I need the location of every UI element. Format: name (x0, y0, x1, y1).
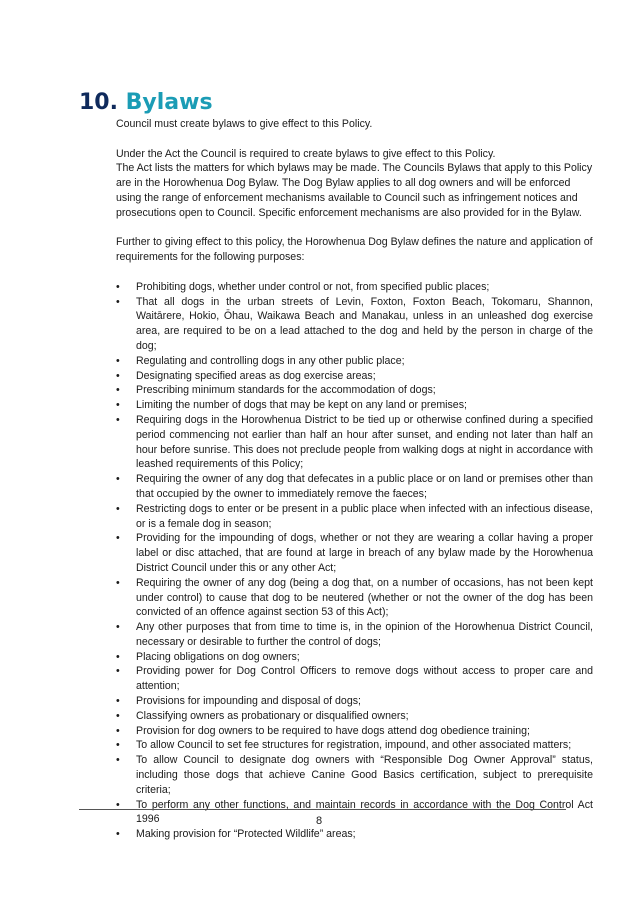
list-item-text: To allow Council to set fee structures for registration, impound, and other associated matters; (136, 739, 572, 752)
list-item (116, 650, 593, 665)
bullet-icon: • (116, 473, 120, 486)
bullet-icon: • (116, 798, 120, 811)
bullet-icon: • (116, 399, 120, 412)
bullet-icon: • (116, 754, 120, 767)
list-item (116, 383, 593, 398)
list-item-text: Classifying owners as probationary or disqualified owners; (136, 709, 409, 722)
section-number: 10. (79, 90, 118, 115)
bullet-icon: • (116, 621, 120, 634)
list-item-text: Prescribing minimum standards for the accommodation of dogs; (136, 384, 436, 397)
bullet-icon: • (116, 502, 120, 515)
purposes-intro-paragraph: Further to giving effect to this policy, the Horowhenua Dog Bylaw defines the nature and application of requirements for the following purposes: (116, 236, 593, 264)
list-item-text: Providing power for Dog Control Officers to remove dogs without access to proper care and attention; (136, 665, 593, 693)
bullet-icon: • (116, 354, 120, 367)
purposes-list (116, 280, 593, 842)
list-item (116, 620, 593, 650)
bullet-icon: • (116, 384, 120, 397)
intro-paragraph: Council must create bylaws to give effect to this Policy. (116, 118, 373, 130)
bullet-icon: • (116, 665, 120, 678)
list-item-text: Limiting the number of dogs that may be kept on any land or premises; (136, 399, 467, 412)
list-item (116, 413, 593, 472)
list-item-text: Regulating and controlling dogs in any other public place; (136, 354, 405, 367)
list-item (116, 472, 593, 502)
bullet-icon: • (116, 650, 120, 663)
list-item (116, 398, 593, 413)
list-item (116, 724, 593, 739)
list-item-text: Prohibiting dogs, whether under control or not, from specified public places; (136, 280, 490, 293)
list-item-text: Requiring dogs in the Horowhenua District to be tied up or otherwise confined during a specified period commencing not earlier than half an hour after sunset, and ending not later than half an hour before sunrise. This does not preclude people from walking dogs at night in accordance with leashed requirements of this Policy; (136, 413, 593, 471)
list-item-text: Provisions for impounding and disposal of dogs; (136, 695, 361, 708)
bullet-icon: • (116, 532, 120, 545)
list-item-text: Restricting dogs to enter or be present in a public place when infected with an infectious disease, or is a female dog in season; (136, 502, 593, 530)
bullet-icon: • (116, 295, 120, 308)
list-item (116, 709, 593, 724)
bullet-icon: • (116, 369, 120, 382)
list-item-text: To allow Council to designate dog owners with “Responsible Dog Owner Approval” status, including those dogs that achieve Canine Good Basics certification, subject to prerequisite criteria; (136, 754, 593, 796)
act-requirement-paragraph: Under the Act the Council is required to create bylaws to give effect to this Policy. (116, 147, 496, 160)
bullet-icon: • (116, 413, 120, 426)
list-item-text: Designating specified areas as dog exercise areas; (136, 369, 376, 382)
section-title: Bylaws (125, 90, 213, 115)
list-item-text: To perform any other functions, and maintain records in accordance with the Dog Control Act 1996 (136, 798, 593, 826)
bullet-icon: • (116, 828, 120, 841)
list-item (116, 502, 593, 532)
list-item-text: That all dogs in the urban streets of Levin, Foxton, Foxton Beach, Tokomaru, Shannon, Waitārere, Hokio, Ōhau, Waikawa Beach and Manakau, unless in an unleashed dog exercise area, are required to be on a lead attached to the dog and held by the person in charge of the dog; (136, 295, 593, 352)
footer-divider (79, 809, 566, 810)
list-item (116, 295, 593, 354)
bullet-icon: • (116, 280, 120, 293)
list-item-text: Requiring the owner of any dog that defecates in a public place or on land or premises other than that occupied by the owner to immediately remove the faeces; (136, 473, 593, 500)
list-item-text: Requiring the owner of any dog (being a dog that, on a number of occasions, has not been kept under control) to cause that dog to be neutered (whether or not the owner of the dog has been convicted of an offence against section 53 of this Act); (136, 576, 593, 619)
list-item (116, 664, 593, 694)
list-item-text: Making provision for “Protected Wildlife” areas; (136, 828, 356, 841)
section-heading (79, 88, 213, 118)
bullet-icon: • (116, 709, 120, 722)
list-item (116, 827, 593, 842)
list-item (116, 576, 593, 620)
list-item (116, 369, 593, 384)
list-item (116, 753, 593, 797)
bylaw-scope-paragraph: The Act lists the matters for which bylaws may be made. The Councils Bylaws that apply to this Policy are in the Horowhenua Dog Bylaw. The Dog Bylaw applies to all dog owners and will be enforced using the range of enforcement mechanisms available to Council such as infringement notices and prosecutions open to Council. Specific enforcement mechanisms are also provided for in the Bylaw. (116, 162, 593, 219)
section-body (116, 117, 593, 842)
list-item-text: Providing for the impounding of dogs, whether or not they are wearing a collar having a proper label or disc attached, that are found at large in breach of any bylaw made by the Horowhenua District Council under this or any other Act; (136, 532, 593, 574)
list-item-text: Any other purposes that from time to time is, in the opinion of the Horowhenua District Council, necessary or desirable to further the control of dogs; (136, 621, 593, 648)
page-number: 8 (315, 815, 323, 827)
list-item (116, 531, 593, 575)
list-item-text: Provision for dog owners to be required to have dogs attend dog obedience training; (136, 724, 530, 737)
list-item (116, 280, 593, 295)
bullet-icon: • (116, 739, 120, 752)
list-item (116, 738, 593, 753)
bullet-icon: • (116, 724, 120, 737)
bullet-icon: • (116, 576, 120, 589)
list-item-text: Placing obligations on dog owners; (136, 650, 300, 663)
list-item (116, 354, 593, 369)
list-item (116, 694, 593, 709)
bullet-icon: • (116, 695, 120, 708)
